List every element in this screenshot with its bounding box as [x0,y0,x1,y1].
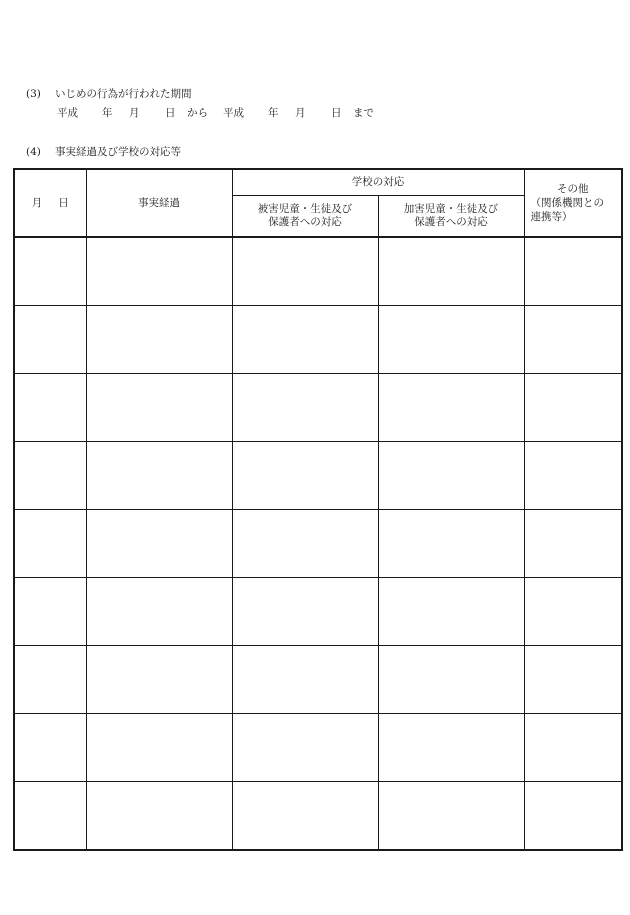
cell-facts[interactable] [86,578,232,646]
cell-victim[interactable] [232,442,378,510]
header-aggressor-line-2: 保護者への対応 [414,216,488,228]
section-4-heading [26,146,181,159]
bullying-period-line [57,107,374,120]
section-3-number: (3) [26,88,41,100]
period-start-era: 平成 [57,107,78,119]
cell-victim[interactable] [232,646,378,714]
cell-victim[interactable] [232,510,378,578]
cell-victim[interactable] [232,306,378,374]
cell-other[interactable] [524,510,622,578]
table-header-row-1 [14,169,622,196]
section-4-number: (4) [26,146,41,158]
cell-date[interactable] [14,646,86,714]
header-other-line-1: その他 [557,183,589,195]
table-row [14,578,622,646]
period-end-day-label: 日 [331,107,342,119]
cell-facts[interactable] [86,237,232,306]
table-body [14,237,622,850]
period-from-label: から [187,107,208,119]
cell-victim[interactable] [232,374,378,442]
cell-aggressor[interactable] [378,646,524,714]
cell-aggressor[interactable] [378,374,524,442]
cell-facts[interactable] [86,646,232,714]
cell-victim[interactable] [232,782,378,851]
header-aggressor-line-1: 加害児童・生徒及び [403,203,499,215]
facts-and-response-table [13,168,623,851]
period-end-month-label: 月 [295,107,306,119]
cell-other[interactable] [524,442,622,510]
cell-facts[interactable] [86,306,232,374]
cell-date[interactable] [14,374,86,442]
cell-facts[interactable] [86,442,232,510]
cell-facts[interactable] [86,510,232,578]
header-other-line-2: （関係機関との [530,197,604,209]
header-day: 日 [58,196,69,209]
cell-date[interactable] [14,714,86,782]
cell-date[interactable] [14,237,86,306]
period-until-label: まで [353,107,374,119]
section-3-heading [26,88,192,101]
cell-aggressor[interactable] [378,714,524,782]
period-start-month-label: 月 [129,107,140,119]
cell-aggressor[interactable] [378,510,524,578]
table-row [14,714,622,782]
header-facts: 事実経過 [86,169,232,237]
cell-date[interactable] [14,510,86,578]
header-victim-line-2: 保護者への対応 [268,216,342,228]
cell-facts[interactable] [86,782,232,851]
cell-other[interactable] [524,646,622,714]
cell-facts[interactable] [86,714,232,782]
table-row [14,510,622,578]
cell-victim[interactable] [232,714,378,782]
section-3-title: いじめの行為が行われた期間 [55,88,192,100]
cell-other[interactable] [524,578,622,646]
header-victim-response [232,196,378,238]
period-end-year-label: 年 [268,107,279,119]
cell-aggressor[interactable] [378,782,524,851]
header-aggressor-response [378,196,524,238]
table-row [14,374,622,442]
table-row [14,646,622,714]
cell-aggressor[interactable] [378,442,524,510]
cell-other[interactable] [524,306,622,374]
cell-aggressor[interactable] [378,237,524,306]
period-start-year-label: 年 [102,107,113,119]
cell-victim[interactable] [232,237,378,306]
cell-other[interactable] [524,237,622,306]
cell-date[interactable] [14,442,86,510]
cell-facts[interactable] [86,374,232,442]
header-month: 月 [31,196,43,209]
section-4-title: 事実経過及び学校の対応等 [55,146,181,158]
header-other-line-3: 連携等） [530,211,573,223]
period-start-day-label: 日 [165,107,176,119]
cell-date[interactable] [14,306,86,374]
cell-other[interactable] [524,782,622,851]
cell-date[interactable] [14,782,86,851]
table-row [14,782,622,851]
table-row [14,442,622,510]
header-month-day [14,169,86,237]
cell-aggressor[interactable] [378,578,524,646]
table-row [14,237,622,306]
cell-victim[interactable] [232,578,378,646]
header-other [524,169,622,237]
cell-other[interactable] [524,374,622,442]
header-victim-line-1: 被害児童・生徒及び [257,203,353,215]
table-row [14,306,622,374]
period-end-era: 平成 [223,107,244,119]
header-school-response: 学校の対応 [232,169,524,196]
cell-other[interactable] [524,714,622,782]
cell-aggressor[interactable] [378,306,524,374]
cell-date[interactable] [14,578,86,646]
